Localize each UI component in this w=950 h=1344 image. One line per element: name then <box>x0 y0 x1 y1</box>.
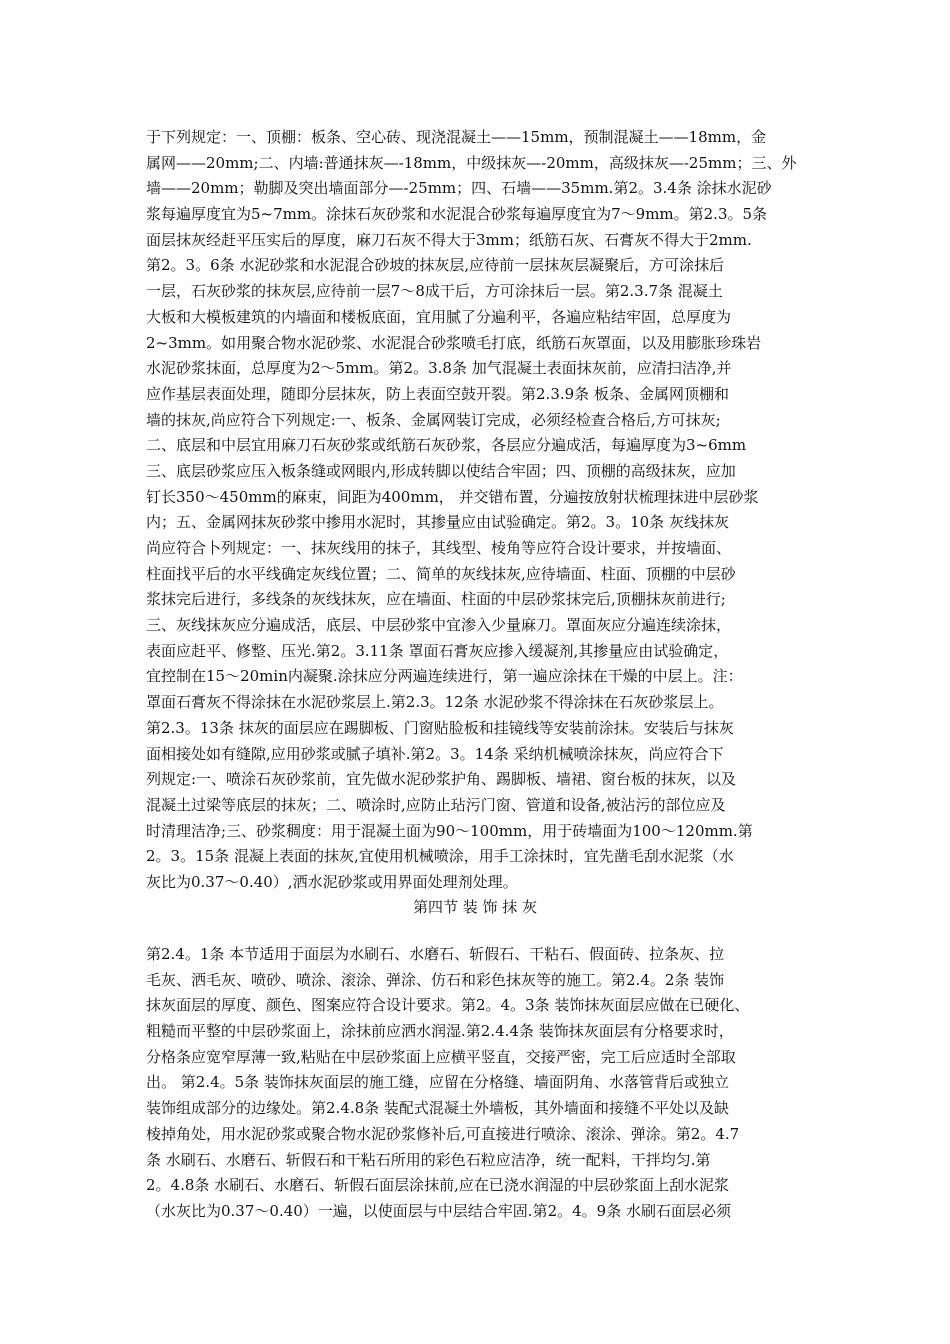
text-line: 2。4.8条 水刷石、水磨石、斩假石面层涂抹前,应在已浇水润湿的中层砂浆面上刮水泥浆 <box>146 1176 729 1195</box>
text-line: （水灰比为0.37～0.40）一遍，以使面层与中层结合牢固.第2。4。9条 水刷石面层必须 <box>146 1201 731 1220</box>
text-line: 分格条应宽窄厚薄一致,粘贴在中层砂浆面上应横平竖直，交接严密，完工后应适时全部取 <box>146 1047 736 1066</box>
text-line: 浆抹完后进行，多线条的灰线抹灰，应在墙面、柱面的中层砂浆抹完后,顶棚抹灰前进行; <box>146 590 726 609</box>
text-line: 宜控制在15～20min内凝聚.涂抹应分两遍连续进行，第一遍应涂抹在干燥的中层上。注： <box>146 667 743 686</box>
text-line: 粗糙而平整的中层砂浆面上，涂抹前应洒水润湿.第2.4.4条 装饰抹灰面层有分格要求时， <box>146 1022 734 1041</box>
text-line: 三、灰线抹灰应分遍成活，底层、中层砂浆中宜渗入少量麻刀。罩面灰应分遍连续涂抹， <box>146 616 732 635</box>
text-line: 二、底层和中层宜用麻刀石灰砂浆或纸筋石灰砂浆，各层应分遍成活，每遍厚度为3~6mm <box>146 436 747 455</box>
section-heading: 第四节 装 饰 抹 灰 <box>412 898 538 916</box>
text-line: 水泥砂浆抹面，总厚度为2～5mm。第2。3.8条 加气混凝土表面抹灰前，应清扫洁净,并 <box>146 359 732 378</box>
text-line: 条 水刷石、水磨石、斩假石和干粘石所用的彩色石粒应洁净，统一配料，干拌均匀.第 <box>146 1150 711 1169</box>
text-line: 墙的抹灰,尚应符合下列规定:一、板条、金属网装订完成，必须经检查合格后,方可抹灰; <box>146 410 721 429</box>
text-line: 出。 第2.4。5条 装饰抹灰面层的施工缝，应留在分格缝、墙面阴角、水落管背后或独立 <box>146 1073 729 1092</box>
text-line: 时清理洁净;三、砂浆稠度：用于混凝土面为90～100mm，用于砖墙面为100～120mm.第 <box>146 821 753 840</box>
text-line: 三、底层砂浆应压入板条缝或网眼内,形成转脚以使结合牢固；四、顶棚的高级抹灰，应加 <box>146 461 736 480</box>
text-line: 列规定:一、喷涂石灰砂浆前，宜先做水泥砂浆护角、踢脚板、墙裙、窗台板的抹灰，以及 <box>146 770 737 789</box>
text-line: 尚应符合卜列规定：一、抹灰线用的抹子，其线型、棱角等应符合设计要求，并按墙面、 <box>146 539 732 557</box>
text-line: 钉长350～450mm的麻束，间距为400mm， 并交错布置，分遍按放射状梳理抹进中层砂浆 <box>146 487 759 506</box>
text-line: 第2.4。1条 本节适用于面层为水刷石、水磨石、斩假石、干粘石、假面砖、拉条灰、拉 <box>146 945 725 963</box>
text-line: 混凝土过梁等底层的抹灰；二、喷涂时,应防止玷污门窗、管道和设备,被沾污的部位应及 <box>146 795 726 814</box>
text-line: 第2.3。13条 抹灰的面层应在踢脚板、门窗贴脸板和挂镜线等安装前涂抹。安装后与抹灰 <box>146 718 734 737</box>
text-line: 面层抹灰经赶平压实后的厚度，麻刀石灰不得大于3mm；纸筋石灰、石膏灰不得大于2mm. <box>146 230 752 249</box>
text-line: 棱掉角处，用水泥砂浆或聚合物水泥砂浆修补后,可直接进行喷涂、滚涂、弹涂。第2。4.7 <box>146 1124 740 1143</box>
text-line: 面相接处如有缝隙,应用砂浆或腻子填补.第2。3。14条 采纳机械喷涂抹灰，尚应符合下 <box>146 744 724 763</box>
text-line: 装饰组成部分的边缘处。第2.4.8条 装配式混凝土外墙板，其外墙面和接缝不平处以及缺 <box>146 1099 729 1118</box>
text-line: 表面应赶平、修整、压光.第2。3.11条 罩面石膏灰应掺入缓凝剂,其掺量应由试验确定， <box>146 641 729 660</box>
text-line: 大板和大模板建筑的内墙面和楼板底面，宜用腻了分遍利平，各遍应粘结牢固，总厚度为 <box>146 307 732 326</box>
text-line: 毛灰、洒毛灰、喷砂、喷涂、滚涂、弹涂、仿石和彩色抹灰等的施工。第2.4。2条 装饰 <box>146 970 725 989</box>
text-line: 一层，石灰砂浆的抹灰层,应待前一层7～8成干后，方可涂抹后一层。第2.3.7条 混凝土 <box>146 282 723 301</box>
text-line: 于下列规定：一、顶棚：板条、空心砖、现浇混凝土——15mm，预制混凝土——18mm，金 <box>146 128 767 146</box>
text-line: 2。3。15条 混凝上表面的抹灰,宜使用机械喷涂，用手工涂抹时，宜先凿毛刮水泥浆（水 <box>146 847 734 866</box>
text-line: 第2。3。6条 水泥砂浆和水泥混合砂坡的抹灰层,应待前一层抹灰层凝聚后，方可涂抹后 <box>146 256 725 275</box>
text-line: 抹灰面层的厚度、颜色、图案应符合设计要求。第2。4。3条 装饰抹灰面层应做在已硬化、 <box>146 996 750 1015</box>
text-line: 属网——20mm;二、内墙:普通抹灰—-18mm，中级抹灰—-20mm，高级抹灰—-25mm；三、外 <box>146 153 797 172</box>
text-line: 柱面找平后的水平线确定灰线位置；二、简单的灰线抹灰,应待墙面、柱面、顶棚的中层砂 <box>146 564 736 583</box>
text-line: 灰比为0.37～0.40）,洒水泥砂浆或用界面处理剂处理。 <box>146 872 518 891</box>
paragraph-plastering-thickness <box>146 125 806 896</box>
text-line: 内；五、金属网抹灰砂浆中掺用水泥时，其掺量应由试验确定。第2。3。10条 灰线抹灰 <box>146 513 729 532</box>
text-line: 墙——20mm；勒脚及突出墙面部分—-25mm；四、石墙——35mm.第2。3.4条 涂抹水泥砂 <box>146 179 772 198</box>
text-line: 2~3mm。如用聚合物水泥砂浆、水泥混合砂浆喷毛打底，纸筋石灰罩面，以及用膨胀珍珠岩 <box>146 333 762 352</box>
text-line: 浆每遍厚度宜为5~7mm。涂抹石灰砂浆和水泥混合砂浆每遍厚度宜为7～9mm。第2.3。5条 <box>146 205 768 224</box>
text-line: 应作基层表面处理，随即分层抹灰，防上表面空鼓开裂。第2.3.9条 板条、金属网顶棚和 <box>146 384 729 403</box>
paragraph-decorative-plastering <box>146 942 806 1225</box>
text-line: 罩面石膏灰不得涂抹在水泥砂浆层上.第2.3。12条 水泥砂浆不得涂抹在石灰砂浆层上。 <box>146 693 724 712</box>
